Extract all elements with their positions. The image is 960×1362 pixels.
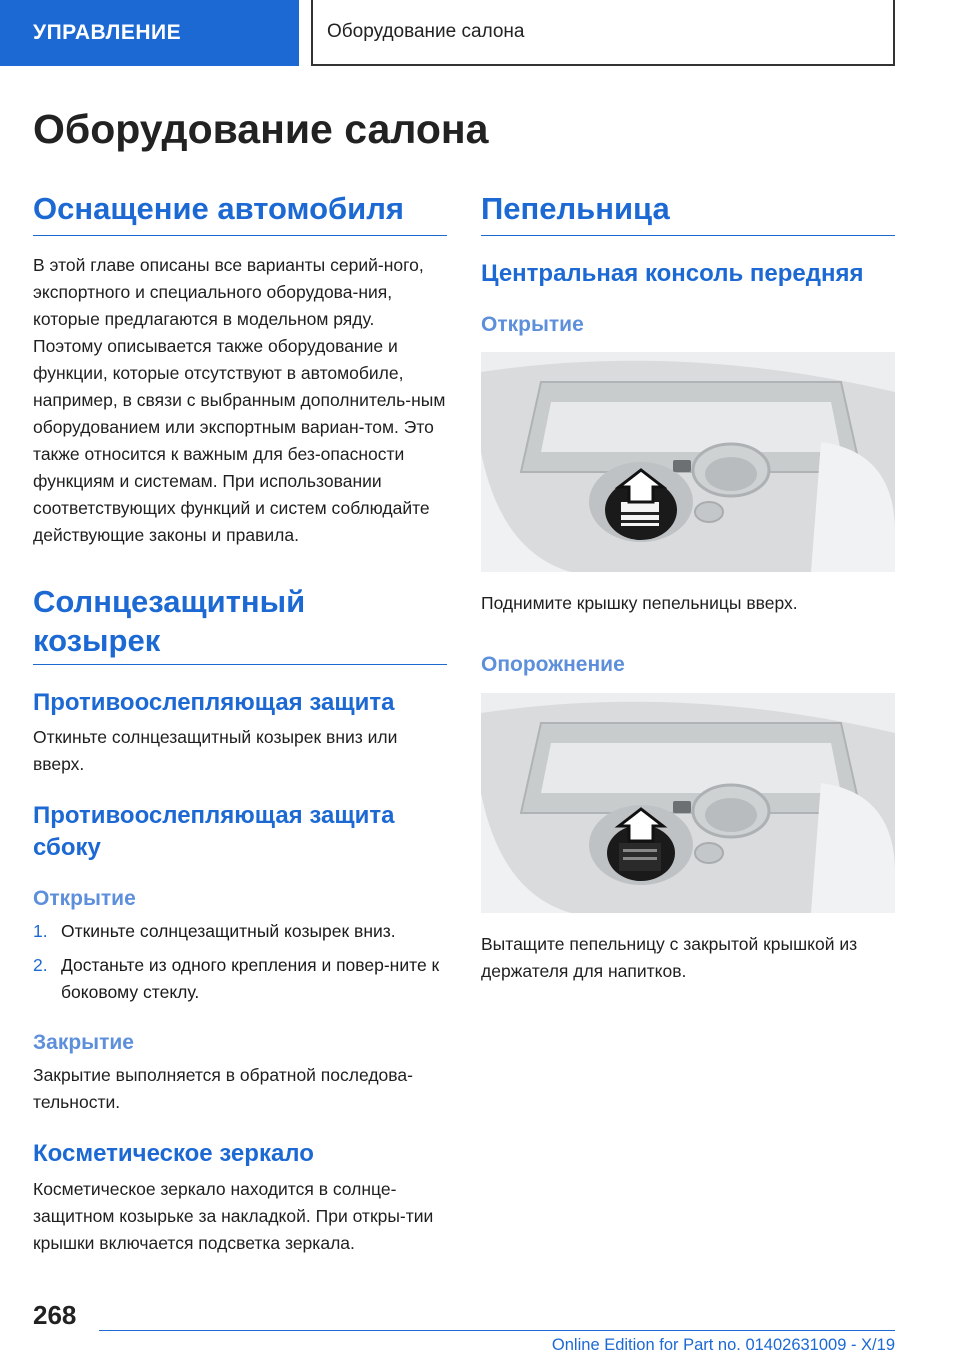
closing-text: Закрытие выполняется в обратной последова-тельности. (33, 1065, 413, 1113)
vanity-mirror-text: Косметическое зеркало находится в солнце-защитном козырьке за накладкой. При откры-тии крышки включается подсветка зеркала. (33, 1178, 434, 1253)
glare-protection-text: Откиньте солнцезащитный козырек вниз или вверх. (33, 727, 398, 775)
step-text: Откиньте солнцезащитный козырек вниз. (61, 921, 396, 942)
equipment-text: В этой главе описаны все варианты серий-ного, экспортного и специального оборудова-ния, которые предлагаются в модельном ряду. Поэтому описывается также оборудование и функции, которые отсутствуют в автомобиле, например, в связи с выбранным дополнитель-ным оборудованием или экспортным вариан-том. Это также относится к важным для без-опасности функциям и системам. При использовании соответствующих функций и систем соблюдайте действующие законы и правила. (33, 254, 446, 545)
step-text: Достаньте из одного крепления и повер-ните к боковому стеклу. (61, 955, 440, 1003)
footer-edition: Online Edition for Part no. 01402631009 - X/19 (551, 1336, 895, 1354)
heading-vanity-mirror: Косметическое зеркало (33, 1140, 314, 1168)
heading-side-glare-protection: Противоослепляющая защита сбоку (33, 802, 395, 861)
heading-ashtray-opening: Открытие (481, 312, 584, 336)
page-title: Оборудование салона (33, 106, 489, 152)
heading-opening: Открытие (33, 886, 136, 910)
console-illustration-1 (481, 352, 895, 572)
right-column (481, 190, 895, 985)
ashtray-emptying-caption: Вытащите пепельницу с закрытой крышкой из держателя для напитков. (481, 933, 858, 981)
left-column (33, 190, 447, 1257)
step-number: 2. (33, 955, 48, 976)
heading-sun-visor: Солнцезащитный козырек (33, 583, 306, 658)
step-number: 1. (33, 921, 48, 942)
opening-steps (33, 918, 447, 1006)
list-item (33, 952, 447, 1006)
ashtray-opening-illustration (481, 352, 895, 572)
list-item (33, 918, 447, 945)
ashtray-emptying-illustration (481, 693, 895, 913)
heading-center-console: Центральная консоль передняя (481, 259, 864, 287)
header-section: УПРАВЛЕНИЕ (0, 0, 299, 66)
heading-glare-protection: Противоослепляющая защита (33, 689, 395, 717)
ashtray-opening-caption: Поднимите крышку пепельницы вверх. (481, 593, 798, 614)
console-illustration-2 (481, 693, 895, 913)
heading-ashtray-emptying: Опорожнение (481, 653, 625, 677)
header-chapter: Оборудование салона (311, 0, 895, 66)
heading-ashtray: Пепельница (481, 190, 895, 236)
page-number: 268 (33, 1300, 77, 1330)
heading-equipment: Оснащение автомобиля (33, 190, 447, 236)
footer-divider (99, 1330, 895, 1331)
heading-closing: Закрытие (33, 1031, 134, 1055)
